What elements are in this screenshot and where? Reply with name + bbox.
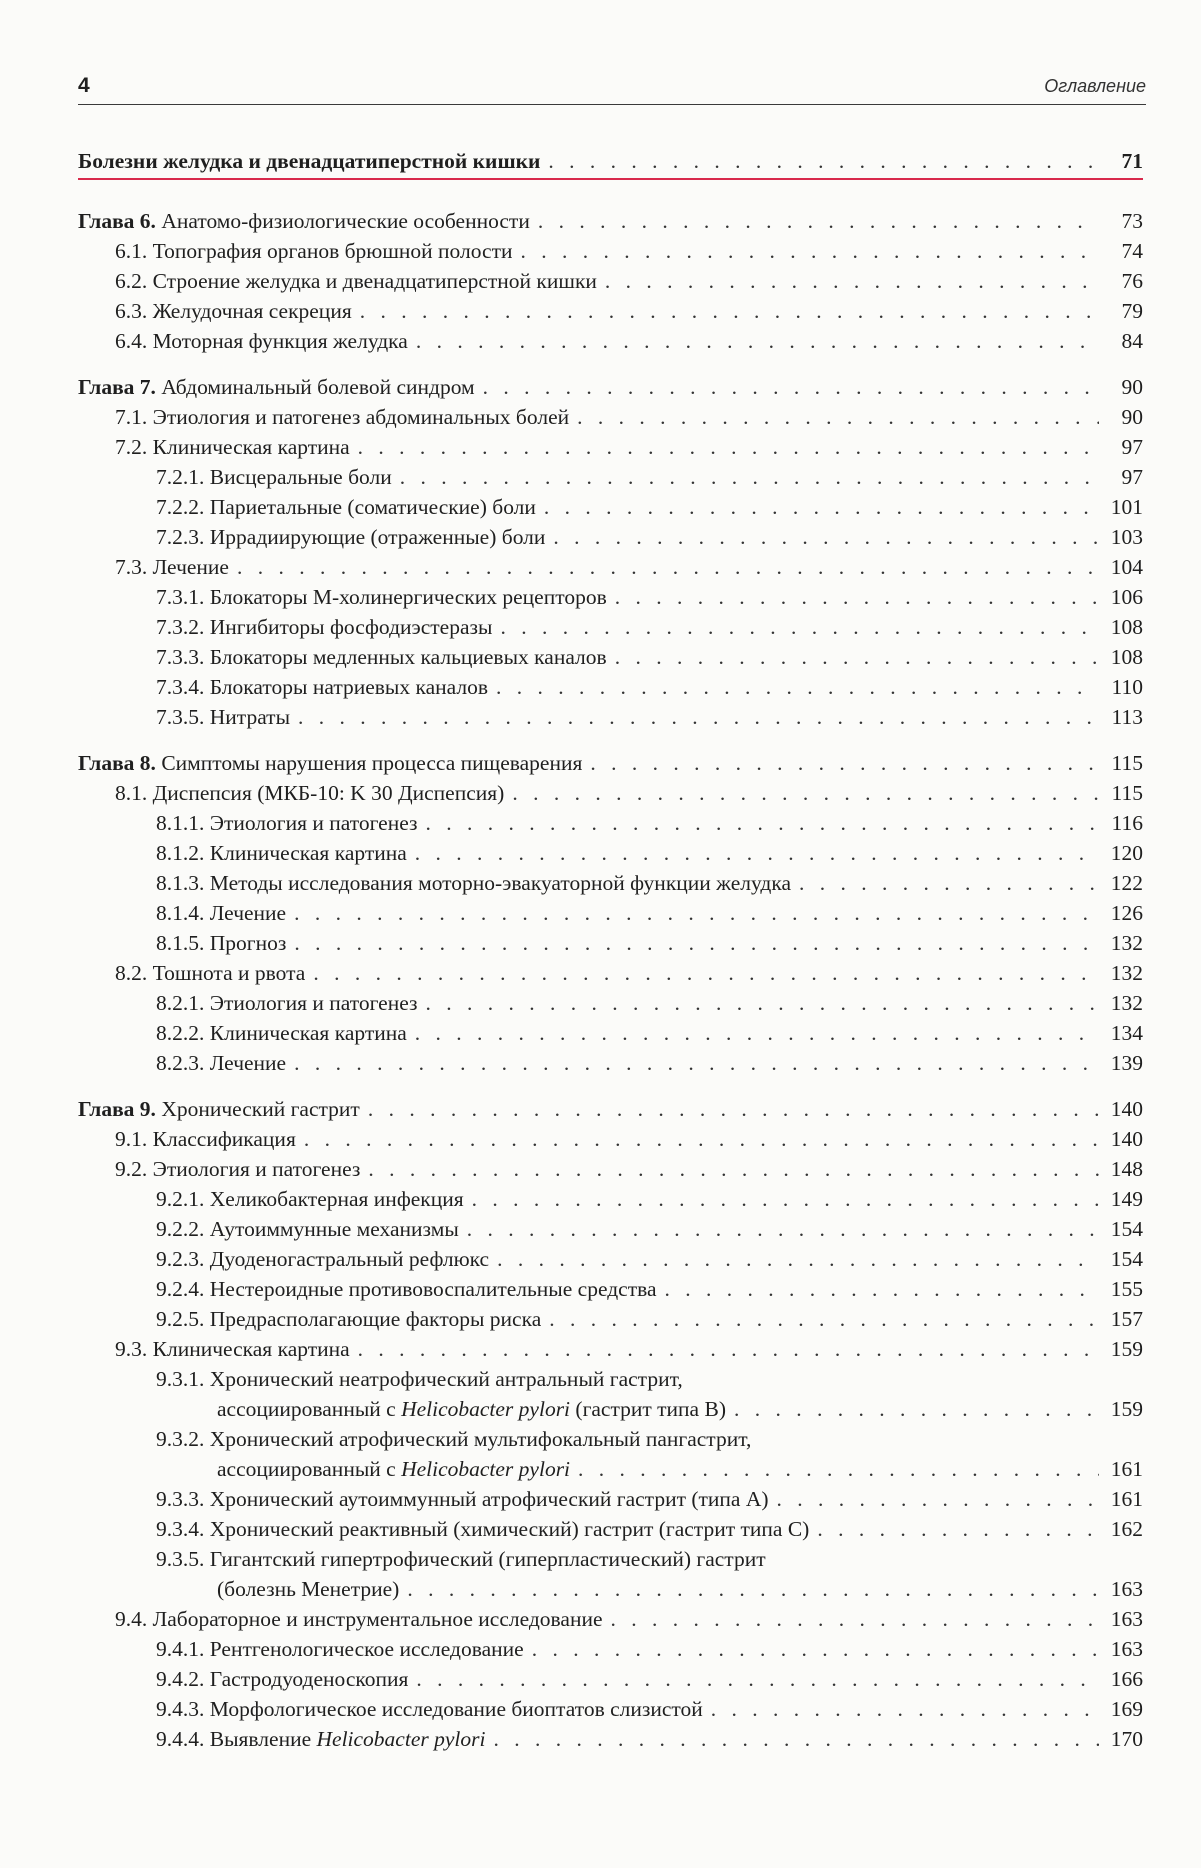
toc-entry-row[interactable] xyxy=(78,898,1143,928)
page-ref: 74 xyxy=(1121,239,1143,263)
toc-entry-row[interactable] xyxy=(78,552,1143,582)
page-ref: 169 xyxy=(1110,1697,1143,1721)
page-ref: 139 xyxy=(1110,1051,1143,1075)
entry-text: 7.3.5. Нитраты xyxy=(156,705,291,729)
toc-entry-row[interactable] xyxy=(78,702,1143,732)
leader-dots xyxy=(665,1274,1099,1304)
entry-text: (болезнь Менетрие) xyxy=(217,1577,400,1601)
page-ref: 159 xyxy=(1110,1337,1143,1361)
toc-entry-row[interactable] xyxy=(78,1244,1143,1274)
page-ref: 132 xyxy=(1110,931,1143,955)
toc-entry-row[interactable] xyxy=(78,1274,1143,1304)
entry-text: 6.1. Топография органов брюшной полости xyxy=(115,239,513,263)
running-title: Оглавление xyxy=(1044,76,1146,96)
toc-chapter-row[interactable] xyxy=(78,748,1143,778)
section-page: 71 xyxy=(1121,149,1143,173)
entry-label xyxy=(156,898,286,928)
entry-text: 9.1. Классификация xyxy=(115,1127,296,1151)
leader-dots xyxy=(467,1214,1099,1244)
entry-label xyxy=(156,672,488,702)
toc-chapter-row[interactable] xyxy=(78,1094,1143,1124)
entry-text: 9.4.2. Гастродуоденоскопия xyxy=(156,1667,409,1691)
leader-dots xyxy=(500,612,1099,642)
chapter-prefix: Глава 6. xyxy=(78,209,156,233)
leader-dots xyxy=(711,1694,1099,1724)
leader-dots xyxy=(368,1094,1099,1124)
entry-label xyxy=(156,1244,489,1274)
entry-label xyxy=(156,462,392,492)
leader-dots xyxy=(512,778,1099,808)
toc-entry-row[interactable] xyxy=(78,642,1143,672)
entry-text: 8.2.1. Этиология и патогенез xyxy=(156,991,418,1015)
chapter-title: Анатомо-физиологические особенности xyxy=(155,209,530,233)
page-ref: 132 xyxy=(1110,961,1143,985)
leader-dots xyxy=(615,582,1099,612)
toc-entry-row[interactable] xyxy=(78,1424,1143,1454)
entry-text: 7.3. Лечение xyxy=(115,555,229,579)
toc-entry-row[interactable] xyxy=(78,1484,1143,1514)
toc-entry-row[interactable] xyxy=(78,928,1143,958)
page-ref: 116 xyxy=(1111,811,1143,835)
leader-dots xyxy=(483,372,1099,402)
leader-dots xyxy=(415,838,1099,868)
leader-dots xyxy=(358,432,1099,462)
toc-entry-row[interactable] xyxy=(78,612,1143,642)
toc-entry-row[interactable] xyxy=(78,1184,1143,1214)
entry-label xyxy=(156,808,418,838)
page-ref: 76 xyxy=(1121,269,1143,293)
page-ref: 163 xyxy=(1110,1607,1143,1631)
leader-dots xyxy=(472,1184,1099,1214)
page-ref: 90 xyxy=(1121,375,1143,399)
page-ref: 154 xyxy=(1110,1247,1143,1271)
page-ref: 120 xyxy=(1110,841,1143,865)
leader-dots xyxy=(553,522,1099,552)
entry-text: 6.2. Строение желудка и двенадцатиперстной кишки xyxy=(115,269,597,293)
toc-entry-row[interactable] xyxy=(78,838,1143,868)
chapter-label xyxy=(78,372,475,402)
page-ref: 162 xyxy=(1110,1517,1143,1541)
leader-dots xyxy=(400,462,1099,492)
leader-dots xyxy=(304,1124,1099,1154)
page-ref: 163 xyxy=(1110,1577,1143,1601)
page-ref: 161 xyxy=(1110,1457,1143,1481)
entry-label xyxy=(156,988,418,1018)
toc-entry-row[interactable] xyxy=(78,522,1143,552)
page-ref: 163 xyxy=(1110,1637,1143,1661)
running-head xyxy=(78,74,1146,105)
page-ref: 134 xyxy=(1110,1021,1143,1045)
page-ref: 84 xyxy=(1121,329,1143,353)
page-ref: 155 xyxy=(1110,1277,1143,1301)
page-ref: 97 xyxy=(1121,465,1143,489)
page-ref: 108 xyxy=(1110,645,1143,669)
entry-text: 7.3.3. Блокаторы медленных кальциевых каналов xyxy=(156,645,607,669)
entry-text: 9.4. Лабораторное и инструментальное исследование xyxy=(115,1607,603,1631)
leader-dots xyxy=(532,1634,1099,1664)
leader-dots xyxy=(611,1604,1100,1634)
entry-text: 8.1.1. Этиология и патогенез xyxy=(156,811,418,835)
entry-label: 9.3.5. Гигантский гипертрофический (гиперпластический) гастрит xyxy=(156,1547,766,1571)
section-heading[interactable] xyxy=(78,146,1143,180)
page-ref: 108 xyxy=(1110,615,1143,639)
page-ref: 132 xyxy=(1110,991,1143,1015)
leader-dots xyxy=(358,1334,1099,1364)
entry-label xyxy=(115,326,408,356)
entry-label xyxy=(115,552,229,582)
toc-list xyxy=(78,206,1143,1754)
entry-text: 8.2.2. Клиническая картина xyxy=(156,1021,407,1045)
entry-text: 9.2. Этиология и патогенез xyxy=(115,1157,361,1181)
entry-label-cont xyxy=(217,1394,726,1424)
page-ref: 140 xyxy=(1110,1097,1143,1121)
entry-label: 9.3.1. Хронический неатрофический антральный гастрит, xyxy=(156,1367,683,1391)
page-ref: 159 xyxy=(1110,1397,1143,1421)
page-ref: 103 xyxy=(1110,525,1143,549)
entry-text: ассоциированный с xyxy=(217,1457,402,1481)
entry-italic: Helicobacter pylori xyxy=(401,1457,571,1481)
entry-label xyxy=(115,1124,296,1154)
entry-text: 9.3. Клиническая картина xyxy=(115,1337,350,1361)
toc-entry-row[interactable] xyxy=(78,1364,1143,1394)
toc-entry-continuation[interactable] xyxy=(78,1454,1143,1484)
entry-text: 6.3. Желудочная секреция xyxy=(115,299,352,323)
entry-text: 7.2.1. Висцеральные боли xyxy=(156,465,392,489)
entry-label xyxy=(156,868,791,898)
chapter-title: Симптомы нарушения процесса пищеварения xyxy=(155,751,583,775)
entry-label xyxy=(156,612,492,642)
page-ref: 149 xyxy=(1110,1187,1143,1211)
page-ref: 157 xyxy=(1110,1307,1143,1331)
chapter-title: Абдоминальный болевой синдром xyxy=(155,375,475,399)
leader-dots xyxy=(416,1664,1099,1694)
leader-dots xyxy=(407,1574,1099,1604)
page-ref: 161 xyxy=(1110,1487,1143,1511)
leader-dots xyxy=(520,236,1099,266)
entry-text: 7.2.3. Иррадиирующие (отраженные) боли xyxy=(156,525,546,549)
leader-dots xyxy=(817,1514,1099,1544)
entry-italic: Helicobacter pylori xyxy=(316,1727,486,1751)
leader-dots xyxy=(578,1454,1099,1484)
leader-dots xyxy=(360,296,1099,326)
toc-entry-row[interactable] xyxy=(78,1694,1143,1724)
entry-text: 7.3.4. Блокаторы натриевых каналов xyxy=(156,675,489,699)
leader-dots xyxy=(368,1154,1099,1184)
page-ref: 104 xyxy=(1110,555,1143,579)
chapter-prefix: Глава 9. xyxy=(78,1097,156,1121)
entry-text: 9.2.4. Нестероидные противовоспалительные средства xyxy=(156,1277,657,1301)
toc-entry-row[interactable] xyxy=(78,1334,1143,1364)
chapter-label xyxy=(78,1094,360,1124)
leader-dots xyxy=(605,266,1099,296)
page-ref: 122 xyxy=(1110,871,1143,895)
page-ref: 140 xyxy=(1110,1127,1143,1151)
page-ref: 148 xyxy=(1110,1157,1143,1181)
entry-text: 9.2.1. Хеликобактерная инфекция xyxy=(156,1187,464,1211)
page-ref: 79 xyxy=(1121,299,1143,323)
page-ref: 110 xyxy=(1111,675,1143,699)
entry-text: 7.2.2. Париетальные (соматические) боли xyxy=(156,495,536,519)
toc-entry-row[interactable] xyxy=(78,1124,1143,1154)
chapter-gap xyxy=(78,732,1143,748)
entry-text: 9.4.1. Рентгенологическое исследование xyxy=(156,1637,524,1661)
page-ref: 101 xyxy=(1110,495,1143,519)
toc-entry-row[interactable] xyxy=(78,1604,1143,1634)
entry-label-cont xyxy=(217,1574,399,1604)
leader-dots xyxy=(777,1484,1099,1514)
leader-dots xyxy=(416,326,1099,356)
entry-text: 8.1. Диспепсия (МКБ-10: K 30 Диспепсия) xyxy=(115,781,505,805)
toc-entry-continuation[interactable] xyxy=(78,1394,1143,1424)
entry-text: 8.1.3. Методы исследования моторно-эвакуаторной функции желудка xyxy=(156,871,791,895)
entry-label xyxy=(156,1184,464,1214)
entry-text: 7.3.2. Ингибиторы фосфодиэстеразы xyxy=(156,615,493,639)
entry-label xyxy=(115,296,352,326)
leader-dots xyxy=(493,1724,1099,1754)
toc-entry-row[interactable] xyxy=(78,1018,1143,1048)
toc-entry-row[interactable] xyxy=(78,1154,1143,1184)
entry-text: 9.4.4. Выявление xyxy=(156,1727,317,1751)
toc-chapter-row[interactable] xyxy=(78,206,1143,236)
entry-label xyxy=(156,1724,485,1754)
entry-italic: Helicobacter pylori xyxy=(401,1397,571,1421)
page-ref: 126 xyxy=(1110,901,1143,925)
toc-entry-row[interactable] xyxy=(78,808,1143,838)
leader-dots xyxy=(294,928,1099,958)
entry-text: 8.2.3. Лечение xyxy=(156,1051,287,1075)
entry-label xyxy=(115,402,569,432)
toc-entry-row[interactable] xyxy=(78,958,1143,988)
toc-entry-row[interactable] xyxy=(78,266,1143,296)
toc-entry-row[interactable] xyxy=(78,582,1143,612)
entry-text: 9.3.4. Хронический реактивный (химический) гастрит (гастрит типа С) xyxy=(156,1517,810,1541)
leader-dots xyxy=(426,808,1100,838)
leader-dots xyxy=(294,1048,1099,1078)
entry-label xyxy=(156,838,407,868)
toc-entry-row[interactable] xyxy=(78,402,1143,432)
entry-label xyxy=(156,492,536,522)
entry-label xyxy=(156,1048,286,1078)
leader-dots xyxy=(294,898,1099,928)
entry-text: 7.1. Этиология и патогенез абдоминальных болей xyxy=(115,405,570,429)
entry-label xyxy=(156,702,290,732)
chapter-gap xyxy=(78,1078,1143,1094)
leader-dots xyxy=(544,492,1099,522)
entry-label xyxy=(156,642,607,672)
toc-entry-row[interactable] xyxy=(78,326,1143,356)
leader-dots xyxy=(590,748,1099,778)
leader-dots xyxy=(538,206,1099,236)
entry-label xyxy=(156,522,545,552)
entry-text: 9.2.3. Дуоденогастральный рефлюкс xyxy=(156,1247,490,1271)
entry-label xyxy=(156,1304,541,1334)
page-ref: 166 xyxy=(1110,1667,1143,1691)
leader-dots xyxy=(415,1018,1099,1048)
toc-chapter-row[interactable] xyxy=(78,372,1143,402)
toc-entry-row[interactable] xyxy=(78,492,1143,522)
leader-dots xyxy=(734,1394,1099,1424)
entry-text: (гастрит типа В) xyxy=(570,1397,726,1421)
entry-label xyxy=(115,1154,360,1184)
toc-entry-row[interactable] xyxy=(78,1048,1143,1078)
chapter-title: Хронический гастрит xyxy=(155,1097,360,1121)
entry-label xyxy=(156,1018,407,1048)
leader-dots xyxy=(497,1244,1099,1274)
leader-dots xyxy=(426,988,1100,1018)
entry-label xyxy=(156,928,286,958)
entry-text: 6.4. Моторная функция желудка xyxy=(115,329,408,353)
toc-entry-row[interactable] xyxy=(78,1634,1143,1664)
entry-text: 8.1.2. Клиническая картина xyxy=(156,841,407,865)
page-ref: 106 xyxy=(1110,585,1143,609)
toc-entry-row[interactable] xyxy=(78,1514,1143,1544)
page-ref: 113 xyxy=(1111,705,1143,729)
entry-label xyxy=(115,958,305,988)
entry-label xyxy=(115,236,512,266)
entry-label xyxy=(156,1694,703,1724)
toc-entry-row[interactable] xyxy=(78,296,1143,326)
entry-text: 9.4.3. Морфологическое исследование биоптатов слизистой xyxy=(156,1697,703,1721)
chapter-prefix: Глава 8. xyxy=(78,751,156,775)
leader-dots xyxy=(577,402,1099,432)
toc-entry-row[interactable] xyxy=(78,1724,1143,1754)
page-ref: 115 xyxy=(1111,751,1143,775)
entry-text: 7.3.1. Блокаторы М-холинергических рецепторов xyxy=(156,585,607,609)
entry-label xyxy=(115,266,597,296)
toc-entry-row[interactable] xyxy=(78,778,1143,808)
entry-text: 8.1.4. Лечение xyxy=(156,901,287,925)
page-ref: 90 xyxy=(1121,405,1143,429)
entry-text: 9.2.2. Аутоиммунные механизмы xyxy=(156,1217,459,1241)
toc-entry-row[interactable] xyxy=(78,1214,1143,1244)
toc-entry-row[interactable] xyxy=(78,988,1143,1018)
toc-entry-row[interactable] xyxy=(78,462,1143,492)
leader-dots xyxy=(237,552,1099,582)
toc-entry-continuation[interactable] xyxy=(78,1574,1143,1604)
entry-label xyxy=(156,1274,657,1304)
page-ref: 115 xyxy=(1111,781,1143,805)
entry-label xyxy=(156,1634,524,1664)
toc-entry-row[interactable] xyxy=(78,1544,1143,1574)
leader-dots xyxy=(548,146,1099,176)
entry-text: 9.2.5. Предрасполагающие факторы риска xyxy=(156,1307,542,1331)
leader-dots xyxy=(313,958,1099,988)
entry-label xyxy=(156,1484,769,1514)
leader-dots xyxy=(799,868,1099,898)
chapter-label xyxy=(78,206,530,236)
toc-entry-row[interactable] xyxy=(78,868,1143,898)
entry-label-cont xyxy=(217,1454,570,1484)
entry-label xyxy=(115,1334,350,1364)
page-number: 4 xyxy=(78,74,90,97)
toc-entry-row[interactable] xyxy=(78,1304,1143,1334)
toc-entry-row[interactable] xyxy=(78,1664,1143,1694)
leader-dots xyxy=(615,642,1099,672)
toc-entry-row[interactable] xyxy=(78,236,1143,266)
chapter-gap xyxy=(78,356,1143,372)
entry-text: 8.2. Тошнота и рвота xyxy=(115,961,306,985)
entry-label xyxy=(156,582,607,612)
toc-entry-row[interactable] xyxy=(78,672,1143,702)
entry-label xyxy=(156,1214,459,1244)
entry-text: 8.1.5. Прогноз xyxy=(156,931,287,955)
leader-dots xyxy=(549,1304,1099,1334)
entry-text: 7.2. Клиническая картина xyxy=(115,435,350,459)
chapter-label xyxy=(78,748,582,778)
entry-text: ассоциированный с xyxy=(217,1397,402,1421)
page-ref: 154 xyxy=(1110,1217,1143,1241)
entry-label xyxy=(115,432,350,462)
page-ref: 73 xyxy=(1121,209,1143,233)
entry-label xyxy=(156,1514,809,1544)
entry-label: 9.3.2. Хронический атрофический мультифокальный пангастрит, xyxy=(156,1427,752,1451)
entry-label xyxy=(156,1664,408,1694)
leader-dots xyxy=(496,672,1099,702)
leader-dots xyxy=(298,702,1099,732)
page-ref: 97 xyxy=(1121,435,1143,459)
page-ref: 170 xyxy=(1110,1727,1143,1751)
section-title: Болезни желудка и двенадцатиперстной кишки xyxy=(78,149,541,173)
entry-text: 9.3.3. Хронический аутоиммунный атрофический гастрит (типа А) xyxy=(156,1487,769,1511)
entry-label xyxy=(115,1604,603,1634)
chapter-prefix: Глава 7. xyxy=(78,375,156,399)
toc-entry-row[interactable] xyxy=(78,432,1143,462)
entry-label xyxy=(115,778,504,808)
